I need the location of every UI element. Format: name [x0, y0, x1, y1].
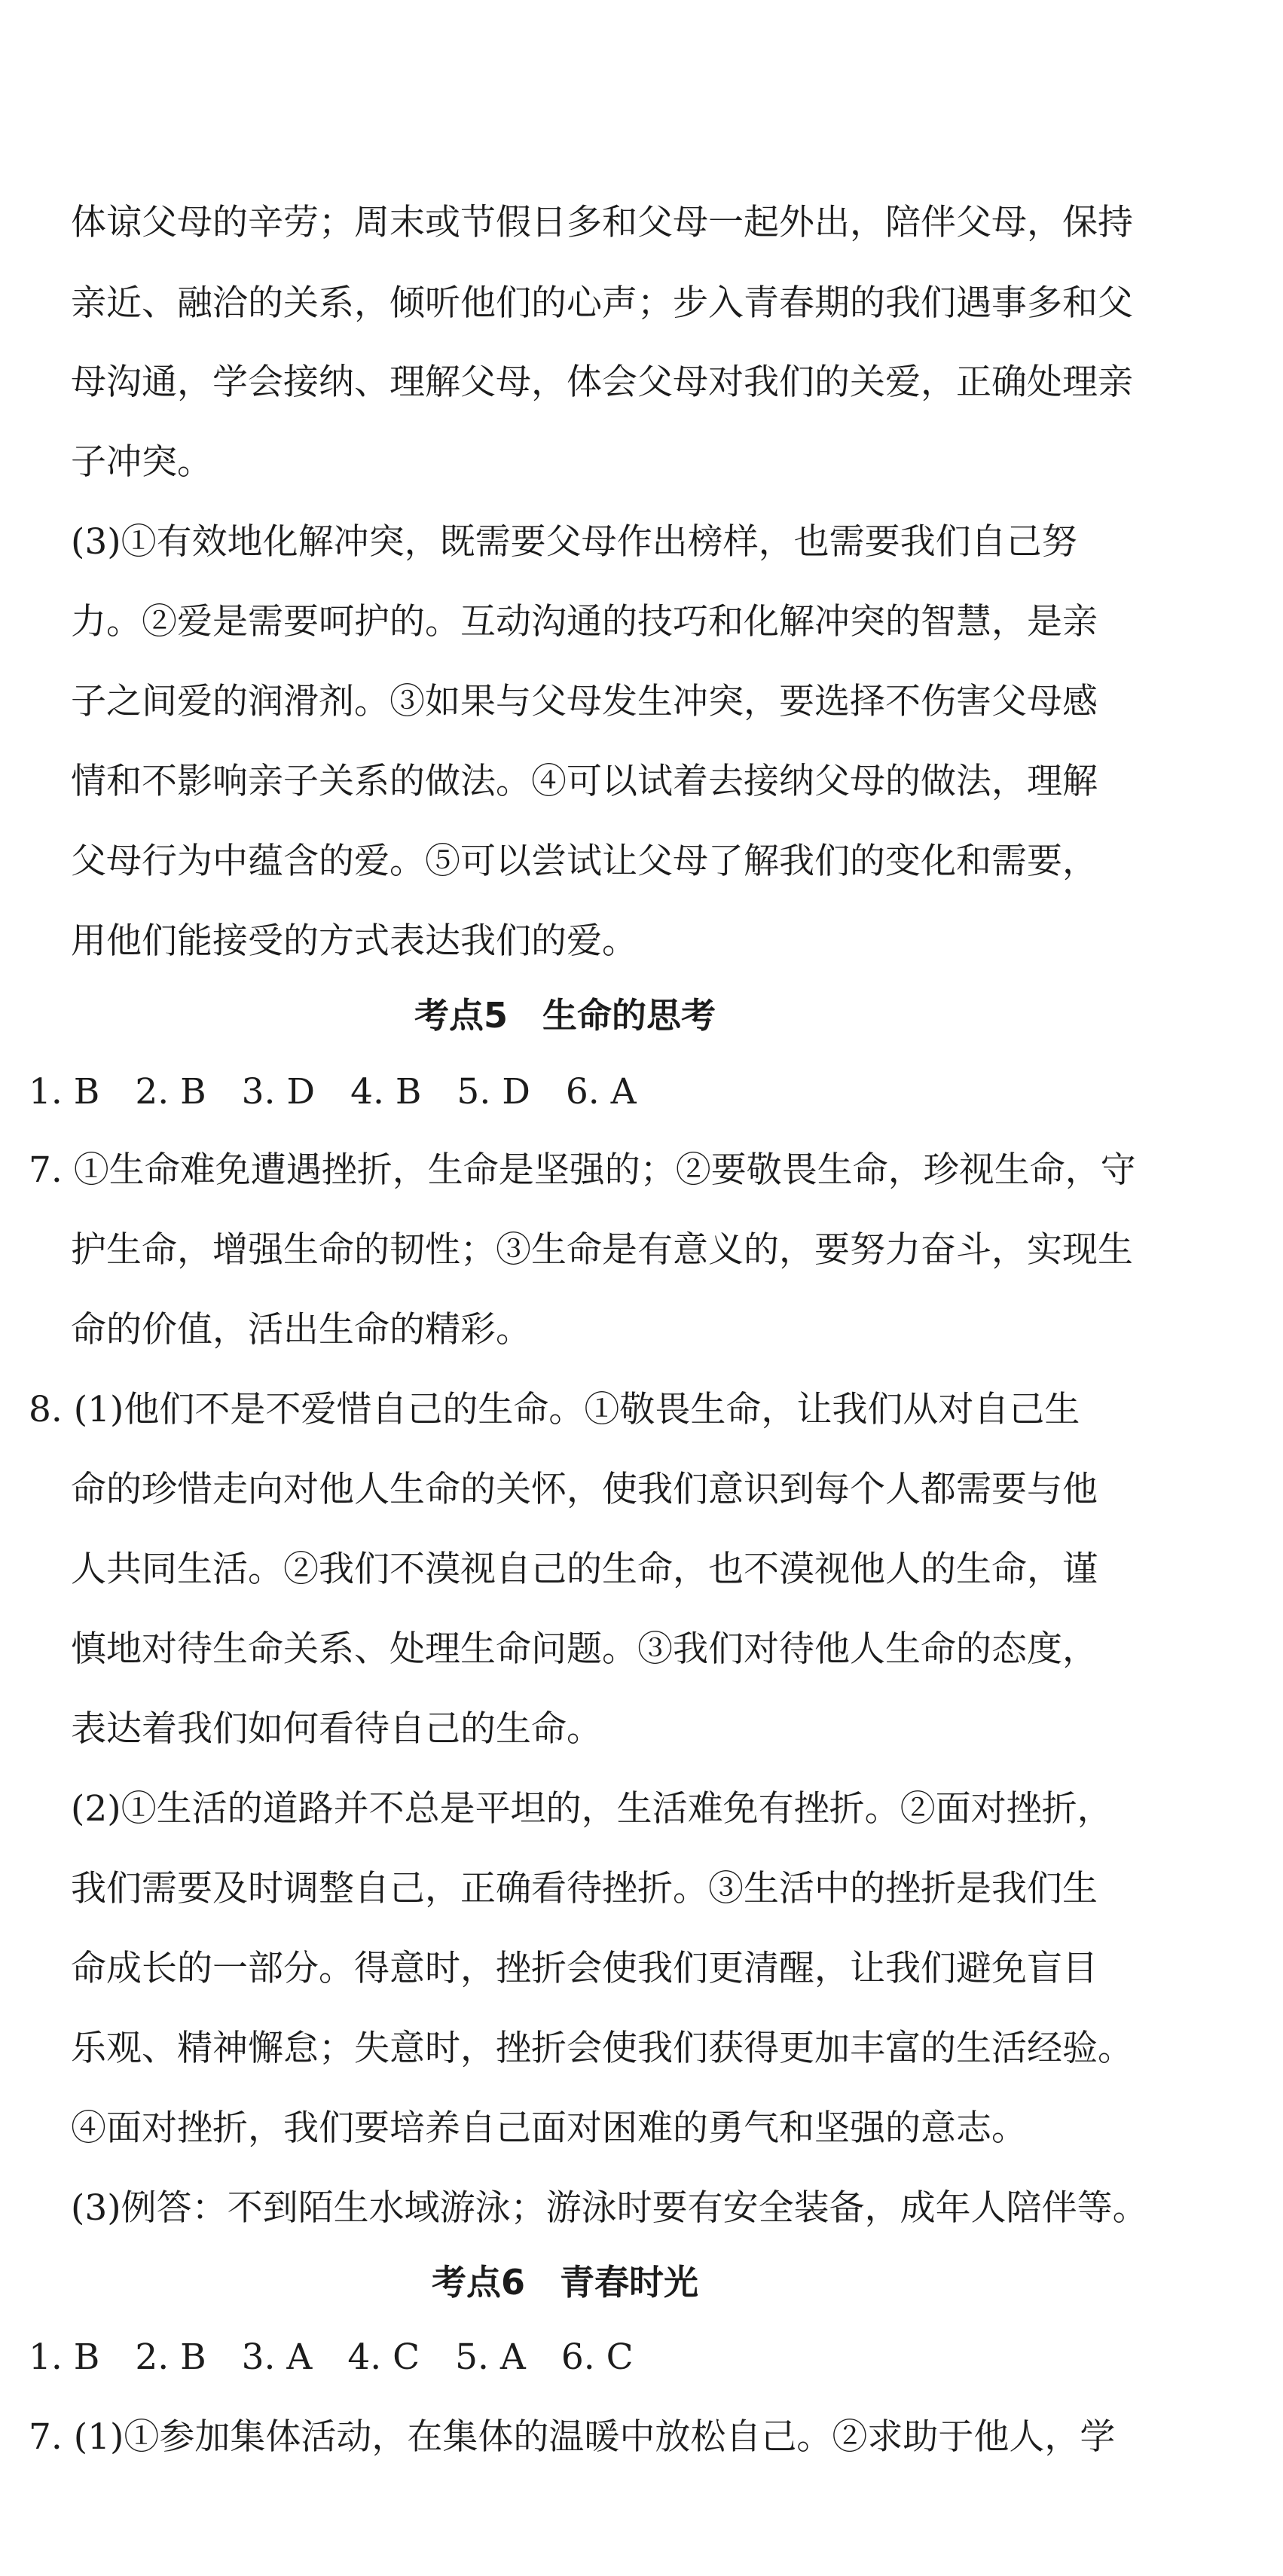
answer-line: 1. B 2. B 3. A 4. C 5. A 6. C	[29, 2336, 634, 2378]
text-line: 母沟通，学会接纳、理解父母，体会父母对我们的关爱，正确处理亲	[71, 362, 1133, 403]
text-line: 命的价值，活出生命的精彩。	[71, 1309, 531, 1351]
text-line: 子冲突。	[71, 441, 212, 483]
text-line: 慎地对待生命关系、处理生命问题。③我们对待他人生命的态度，	[71, 1628, 1098, 1670]
answer-line: 1. B 2. B 3. D 4. B 5. D 6. A	[29, 1071, 637, 1113]
text-line: 人共同生活。②我们不漠视自己的生命，也不漠视他人的生命，谨	[71, 1549, 1098, 1590]
section-heading: 考点6 青春时光	[431, 2262, 698, 2303]
text-line: (3)例答：不到陌生水域游泳；游泳时要有安全装备，成年人陪伴等。	[71, 2187, 1148, 2229]
text-line: 父母行为中蕴含的爱。⑤可以尝试让父母了解我们的变化和需要，	[71, 841, 1098, 882]
text-line: 护生命，增强生命的韧性；③生命是有意义的，要努力奋斗，实现生	[71, 1229, 1133, 1271]
text-line: 命成长的一部分。得意时，挫折会使我们更清醒，让我们避免盲目	[71, 1948, 1098, 1989]
text-line: 用他们能接受的方式表达我们的爱。	[71, 920, 637, 962]
section-heading: 考点5 生命的思考	[414, 995, 716, 1036]
answer-line: 7. (1)①参加集体活动，在集体的温暖中放松自己。②求助于他人，学	[29, 2416, 1116, 2458]
text-line: 命的珍惜走向对他人生命的关怀，使我们意识到每个人都需要与他	[71, 1469, 1098, 1510]
answer-line: 8. (1)他们不是不爱惜自己的生命。①敬畏生命，让我们从对自己生	[29, 1389, 1080, 1430]
text-line: ④面对挫折，我们要培养自己面对困难的勇气和坚强的意志。	[71, 2107, 1027, 2149]
text-line: 体谅父母的辛劳；周末或节假日多和父母一起外出，陪伴父母，保持	[71, 202, 1133, 243]
text-line: 乐观、精神懈怠；失意时，挫折会使我们获得更加丰富的生活经验。	[71, 2028, 1133, 2069]
text-line: (3)①有效地化解冲突，既需要父母作出榜样，也需要我们自己努	[71, 521, 1077, 563]
text-line: (2)①生活的道路并不总是平坦的，生活难免有挫折。②面对挫折，	[71, 1788, 1113, 1830]
text-line: 亲近、融洽的关系，倾听他们的心声；步入青春期的我们遇事多和父	[71, 282, 1133, 324]
text-line: 情和不影响亲子关系的做法。④可以试着去接纳父母的做法，理解	[71, 761, 1098, 802]
text-line: 力。②爱是需要呵护的。互动沟通的技巧和化解冲突的智慧，是亲	[71, 601, 1098, 642]
text-line: 子之间爱的润滑剂。③如果与父母发生冲突，要选择不伤害父母感	[71, 681, 1098, 722]
text-line: 我们需要及时调整自己，正确看待挫折。③生活中的挫折是我们生	[71, 1868, 1098, 1909]
text-line: 表达着我们如何看待自己的生命。	[71, 1708, 602, 1750]
answer-line: 7. ①生命难免遭遇挫折，生命是坚强的；②要敬畏生命，珍视生命，守	[29, 1149, 1136, 1191]
